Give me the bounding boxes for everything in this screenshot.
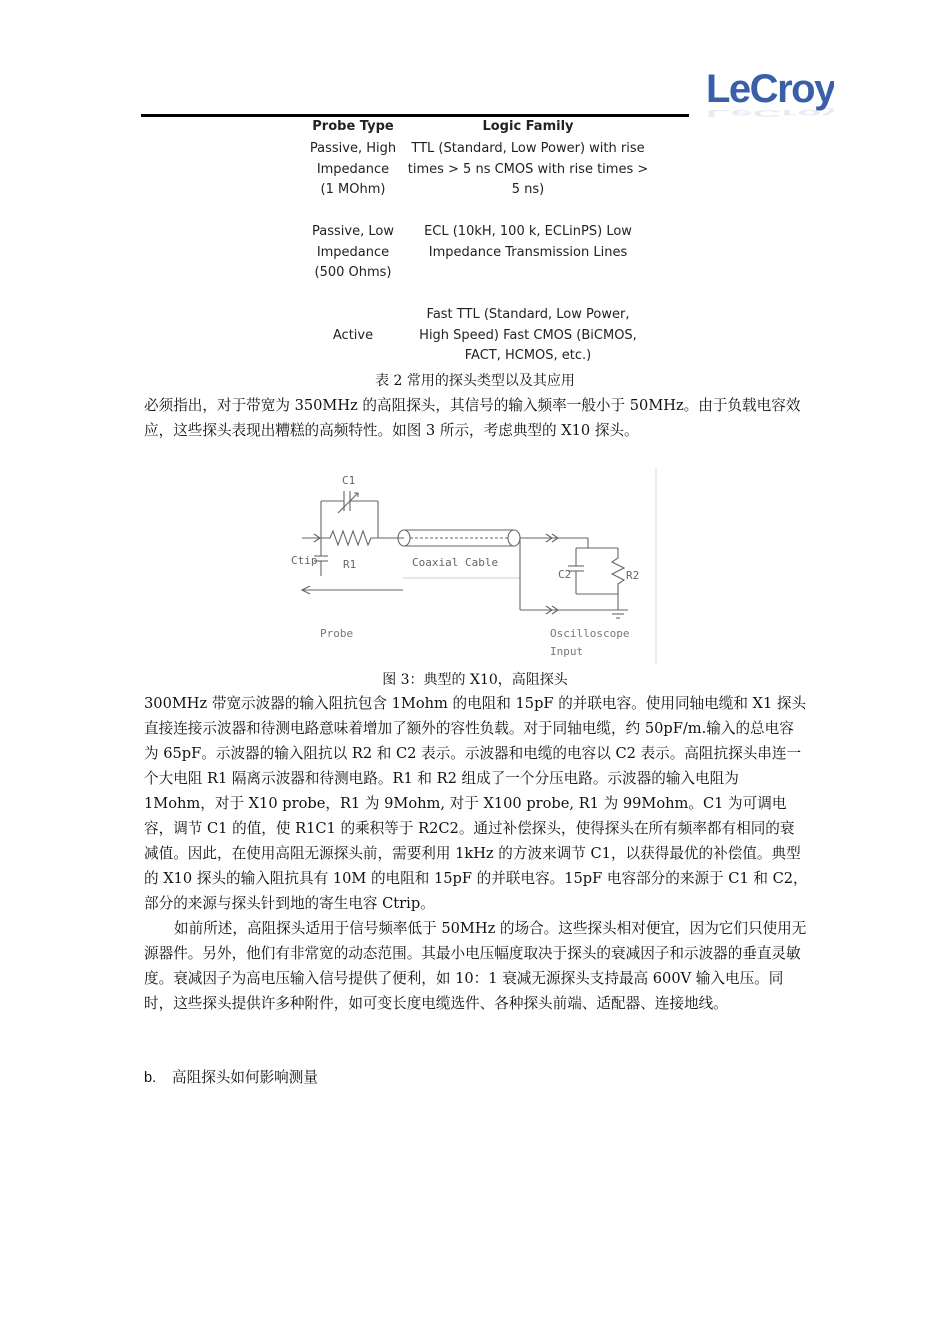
table-cell-logic-family: TTL (Standard, Low Power) with rise times > 5 ns CMOS with rise times > 5 ns)	[407, 141, 649, 197]
label-ctip: Ctip	[291, 554, 318, 567]
label-c2: C2	[558, 568, 572, 581]
label-oscilloscope: Oscilloscope	[550, 627, 630, 640]
svg-text:LeCroy: LeCroy	[706, 67, 834, 111]
table-cell-logic-family: ECL (10kH, 100 k, ECLinPS) Low Impedance Transmission Lines	[424, 224, 632, 260]
table-header-row	[302, 117, 652, 139]
subsection-title: 高阻探头如何影响测量	[172, 1069, 318, 1086]
label-r1: R1	[343, 558, 357, 571]
table-header-probe-type: Probe Type	[312, 119, 394, 134]
probe-type-table	[302, 117, 652, 367]
label-coaxial-cable: Coaxial Cable	[412, 556, 499, 569]
subsection-heading	[144, 1066, 318, 1087]
table-cell-logic-family: Fast TTL (Standard, Low Power, High Speed) Fast CMOS (BiCMOS, FACT, HCMOS, etc.)	[419, 307, 637, 364]
table-header-logic-family: Logic Family	[482, 119, 574, 134]
table-cell-probe-type: Passive, High Impedance (1 MOhm)	[309, 141, 397, 197]
label-probe: Probe	[320, 627, 354, 640]
lecroy-logo	[704, 64, 834, 120]
paragraph-body: 300MHz 带宽示波器的输入阻抗包含 1Mohm 的电阻和 15pF 的并联电容。使用同轴电缆和 X1 探头直接连接示波器和待测电路意味着增加了额外的容性负载。对于同轴电缆，约 50pF/m.输入的总电容为 65pF。示波器的输入阻抗以 R2 和 C2 表示。示波器和电缆的电容以 C2 表示。高阻抗探头串连一个大电阻 R1 隔离示波器和待测电路。R1 和 R2 组成了一个分压电路。示波器的输入电阻为 1Mohm，对于 X10 probe，R1 为 9Mohm, 对于 X100 probe, R1 为 99Mohm。C1 为可调电容，调节 C1 的值，使 R1C1 的乘积等于 R2C2。通过补偿探头，使得探头在所有频率都有相同的衰减值。因此，在使用高阻无源探头前，需要利用 1kHz 的方波来调节 C1，以获得最优的补偿值。典型的 X10 探头的输入阻抗具有 10M 的电阻和 15pF 的并联电容。15pF 电容部分的来源于 C1 和 C2，部分的来源与探头针到地的寄生电容 Ctrip。 如前所述，高阻探头适用于信号频率低于 50MHz 的场合。这些探头相对便宜，因为它们只使用无源器件。另外，他们有非常宽的动态范围。其最小电压幅度取决于探头的衰减因子和示波器的垂直灵敏度。衰减因子为高电压输入信号提供了便利，如 10：1 衰减无源探头支持最高 600V 输入电压。同时，这些探头提供许多种附件，如可变长度电缆选件、各种探头前端、适配器、连接地线。	[144, 695, 808, 1012]
table-cell-probe-type: Active	[332, 327, 374, 343]
subsection-marker: b.	[144, 1070, 157, 1086]
label-c1: C1	[342, 474, 356, 487]
table-row	[302, 139, 652, 222]
probe-circuit-diagram	[288, 468, 658, 664]
table-cell-probe-type: Passive, Low Impedance (500 Ohms)	[312, 224, 394, 280]
label-r2: R2	[626, 569, 640, 582]
paragraph-intro: 必须指出，对于带宽为 350MHz 的高阻探头，其信号的输入频率一般小于 50MHz。由于负载电容效应，这些探头表现出糟糕的高频特性。如图 3 所示，考虑典型的 X10 探头。	[144, 397, 801, 439]
svg-text:LeCroy: LeCroy	[706, 107, 834, 119]
figure-caption: 图 3：典型的 X10，高阻探头	[382, 672, 568, 688]
table-row	[302, 222, 652, 305]
table-row	[302, 305, 652, 367]
label-input: Input	[550, 645, 584, 658]
table-caption: 表 2 常用的探头类型以及其应用	[375, 373, 575, 389]
